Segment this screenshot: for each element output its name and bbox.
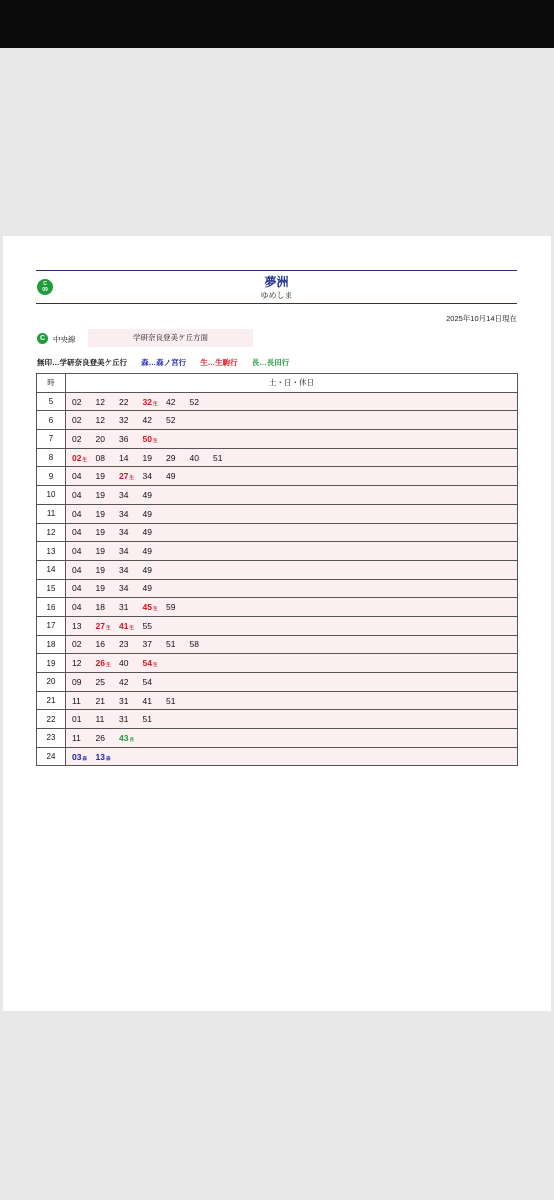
departure-minute: 12 <box>95 415 105 426</box>
timetable-row <box>37 673 518 692</box>
departure-minute: 40 <box>119 658 129 669</box>
departure-minute: 49 <box>142 508 152 519</box>
minutes-cell <box>66 392 518 411</box>
hour-cell: 19 <box>37 654 66 673</box>
departure-minute: 34 <box>119 489 129 500</box>
departure-minute: 51 <box>213 452 223 463</box>
departure-minute: 51 <box>166 639 176 650</box>
legend-default: 無印…学研奈良登美ケ丘行 <box>37 358 127 367</box>
timetable-row <box>37 654 518 673</box>
departure-minute: 42 <box>142 415 152 426</box>
departure-minute: 23 <box>119 639 129 650</box>
departure-minute: 20 <box>95 433 105 444</box>
hour-cell: 23 <box>37 729 66 748</box>
departure-minute: 02 <box>72 639 82 650</box>
hour-cell: 16 <box>37 598 66 617</box>
departure-minute: 55 <box>142 620 152 631</box>
minutes-cell <box>66 729 518 748</box>
departure-minute: 52 <box>166 415 176 426</box>
destination-mark: 生 <box>105 662 111 668</box>
departure-minute: 04 <box>72 546 82 557</box>
timetable-row <box>37 710 518 729</box>
departure-minute: 49 <box>142 489 152 500</box>
departure-minute: 26 <box>95 732 105 743</box>
departure-minute: 03森 <box>72 751 87 762</box>
departure-minute: 18 <box>95 602 105 613</box>
timetable <box>36 373 518 766</box>
legend-naga: 長…長田行 <box>251 358 290 367</box>
destination-mark: 生 <box>82 456 87 462</box>
departure-minute: 31 <box>119 602 129 613</box>
hour-cell: 5 <box>37 392 66 411</box>
departure-minute: 19 <box>95 564 105 575</box>
departure-minute: 12 <box>95 396 105 407</box>
departure-minute: 41 <box>142 695 152 706</box>
departure-minute: 04 <box>72 602 82 613</box>
destination-mark: 長 <box>129 736 134 742</box>
departure-minute: 49 <box>142 546 152 557</box>
hour-cell: 7 <box>37 430 66 449</box>
minutes-cell <box>66 523 518 542</box>
hour-cell: 14 <box>37 560 66 579</box>
hour-cell: 10 <box>37 486 66 505</box>
departure-minute: 41生 <box>119 620 134 631</box>
departure-minute: 26生 <box>95 658 111 669</box>
departure-minute: 34 <box>119 527 129 538</box>
departure-minute: 52 <box>189 396 199 407</box>
departure-minute: 54 <box>142 676 152 687</box>
hour-cell: 24 <box>37 747 66 766</box>
timetable-row <box>37 635 518 654</box>
hour-cell: 8 <box>37 448 66 467</box>
hour-cell: 13 <box>37 542 66 561</box>
departure-minute: 04 <box>72 471 82 482</box>
hour-cell: 21 <box>37 691 66 710</box>
timetable-row <box>37 542 518 561</box>
timetable-row <box>37 392 518 411</box>
station-reading: ゆめしま <box>260 291 293 300</box>
departure-minute: 12 <box>72 658 82 669</box>
departure-minute: 58 <box>189 639 199 650</box>
destination-mark: 生 <box>152 606 158 612</box>
departure-minute: 21 <box>95 695 105 706</box>
destination-legend <box>37 357 301 368</box>
departure-minute: 11 <box>72 732 81 743</box>
timetable-row <box>37 616 518 635</box>
departure-minute: 02生 <box>72 452 87 463</box>
departure-minute: 49 <box>142 564 152 575</box>
timetable-row <box>37 747 518 766</box>
minutes-cell <box>66 467 518 486</box>
departure-minute: 59 <box>166 602 176 613</box>
departure-minute: 13森 <box>95 751 111 762</box>
hour-cell: 17 <box>37 616 66 635</box>
hour-cell: 11 <box>37 504 66 523</box>
minutes-cell <box>66 579 518 598</box>
legend-mori: 森…森ノ宮行 <box>141 358 187 367</box>
timetable-row <box>37 430 518 449</box>
timetable-row <box>37 467 518 486</box>
destination-mark: 森 <box>105 755 111 761</box>
departure-minute: 04 <box>72 508 82 519</box>
destination-mark: 生 <box>152 400 158 406</box>
departure-minute: 34 <box>142 471 152 482</box>
departure-minute: 50生 <box>142 433 158 444</box>
header-bottom-rule <box>36 303 517 304</box>
departure-minute: 19 <box>95 527 105 538</box>
destination-mark: 生 <box>152 437 158 443</box>
hour-cell: 22 <box>37 710 66 729</box>
departure-minute: 42 <box>166 396 176 407</box>
timetable-row <box>37 579 518 598</box>
departure-minute: 51 <box>142 714 152 725</box>
departure-minute: 31 <box>119 695 129 706</box>
legend-iko: 生…生駒行 <box>200 358 238 367</box>
departure-minute: 04 <box>72 489 82 500</box>
departure-minute: 32 <box>119 415 129 426</box>
departure-minute: 34 <box>119 564 129 575</box>
departure-minute: 19 <box>95 508 105 519</box>
departure-minute: 19 <box>95 546 105 557</box>
departure-minute: 45生 <box>142 602 158 613</box>
departure-minute: 49 <box>142 583 152 594</box>
destination-mark: 生 <box>105 624 111 630</box>
departure-minute: 04 <box>72 564 82 575</box>
departure-minute: 02 <box>72 415 82 426</box>
line-icon: C <box>37 333 48 344</box>
minutes-cell <box>66 411 518 430</box>
departure-minute: 51 <box>166 695 176 706</box>
timetable-row <box>37 411 518 430</box>
departure-minute: 25 <box>95 676 105 687</box>
station-line-code: C <box>43 281 47 287</box>
minutes-cell <box>66 673 518 692</box>
departure-minute: 34 <box>119 583 129 594</box>
destination-mark: 生 <box>129 475 134 481</box>
minutes-cell <box>66 710 518 729</box>
departure-minute: 34 <box>119 546 129 557</box>
minutes-cell <box>66 486 518 505</box>
departure-minute: 43長 <box>119 732 134 743</box>
status-bar <box>0 0 554 48</box>
departure-minute: 04 <box>72 583 82 594</box>
minutes-cell <box>66 430 518 449</box>
direction-label: 学研奈良登美ケ丘方面 <box>88 329 253 347</box>
station-name: 夢洲 <box>264 275 289 289</box>
departure-minute: 40 <box>189 452 199 463</box>
minutes-cell <box>66 448 518 467</box>
departure-minute: 31 <box>119 714 129 725</box>
departure-minute: 27生 <box>95 620 111 631</box>
hour-cell: 6 <box>37 411 66 430</box>
departure-minute: 42 <box>119 676 129 687</box>
departure-minute: 14 <box>119 452 129 463</box>
minutes-cell <box>66 598 518 617</box>
timetable-row <box>37 598 518 617</box>
departure-minute: 19 <box>95 489 105 500</box>
departure-minute: 49 <box>142 527 152 538</box>
departure-minute: 34 <box>119 508 129 519</box>
departure-minute: 19 <box>95 471 105 482</box>
hour-cell: 12 <box>37 523 66 542</box>
header-top-rule <box>36 270 517 271</box>
timetable-row <box>37 448 518 467</box>
departure-minute: 02 <box>72 433 82 444</box>
timetable-header-row <box>37 374 518 393</box>
hour-cell: 18 <box>37 635 66 654</box>
minutes-cell <box>66 747 518 766</box>
departure-minute: 13 <box>72 620 82 631</box>
hour-cell: 9 <box>37 467 66 486</box>
destination-mark: 森 <box>82 755 87 761</box>
hour-cell: 20 <box>37 673 66 692</box>
departure-minute: 19 <box>142 452 152 463</box>
departure-minute: 09 <box>72 676 82 687</box>
departure-minute: 49 <box>166 471 176 482</box>
timetable-row <box>37 486 518 505</box>
timetable-row <box>37 729 518 748</box>
departure-minute: 16 <box>95 639 105 650</box>
minutes-cell <box>66 691 518 710</box>
departure-minute: 54生 <box>142 658 158 669</box>
timetable-row <box>37 560 518 579</box>
timetable-row <box>37 523 518 542</box>
departure-minute: 01 <box>72 714 82 725</box>
departure-minute: 32生 <box>142 396 158 407</box>
departure-minute: 11 <box>72 695 81 706</box>
as-of-date: 2025年10月14日現在 <box>446 314 517 323</box>
minutes-cell <box>66 654 518 673</box>
timetable-row <box>37 691 518 710</box>
departure-minute: 22 <box>119 396 129 407</box>
hour-cell: 15 <box>37 579 66 598</box>
departure-minute: 27生 <box>119 471 134 482</box>
departure-minute: 11 <box>95 714 105 725</box>
minutes-cell <box>66 635 518 654</box>
departure-minute: 04 <box>72 527 82 538</box>
destination-mark: 生 <box>152 662 158 668</box>
minutes-cell <box>66 616 518 635</box>
departure-minute: 29 <box>166 452 176 463</box>
station-number: 09 <box>42 287 48 293</box>
timetable-body <box>37 392 518 766</box>
minutes-cell <box>66 560 518 579</box>
hour-header: 時 <box>37 374 66 393</box>
minutes-cell <box>66 504 518 523</box>
minutes-cell <box>66 542 518 561</box>
departure-minute: 36 <box>119 433 129 444</box>
timetable-row <box>37 504 518 523</box>
departure-minute: 02 <box>72 396 82 407</box>
destination-mark: 生 <box>129 624 134 630</box>
line-name: 中央線 <box>53 335 76 344</box>
departure-minute: 08 <box>95 452 105 463</box>
departure-minute: 19 <box>95 583 105 594</box>
departure-minute: 37 <box>142 639 152 650</box>
day-type-header: 土・日・休日 <box>66 374 518 393</box>
